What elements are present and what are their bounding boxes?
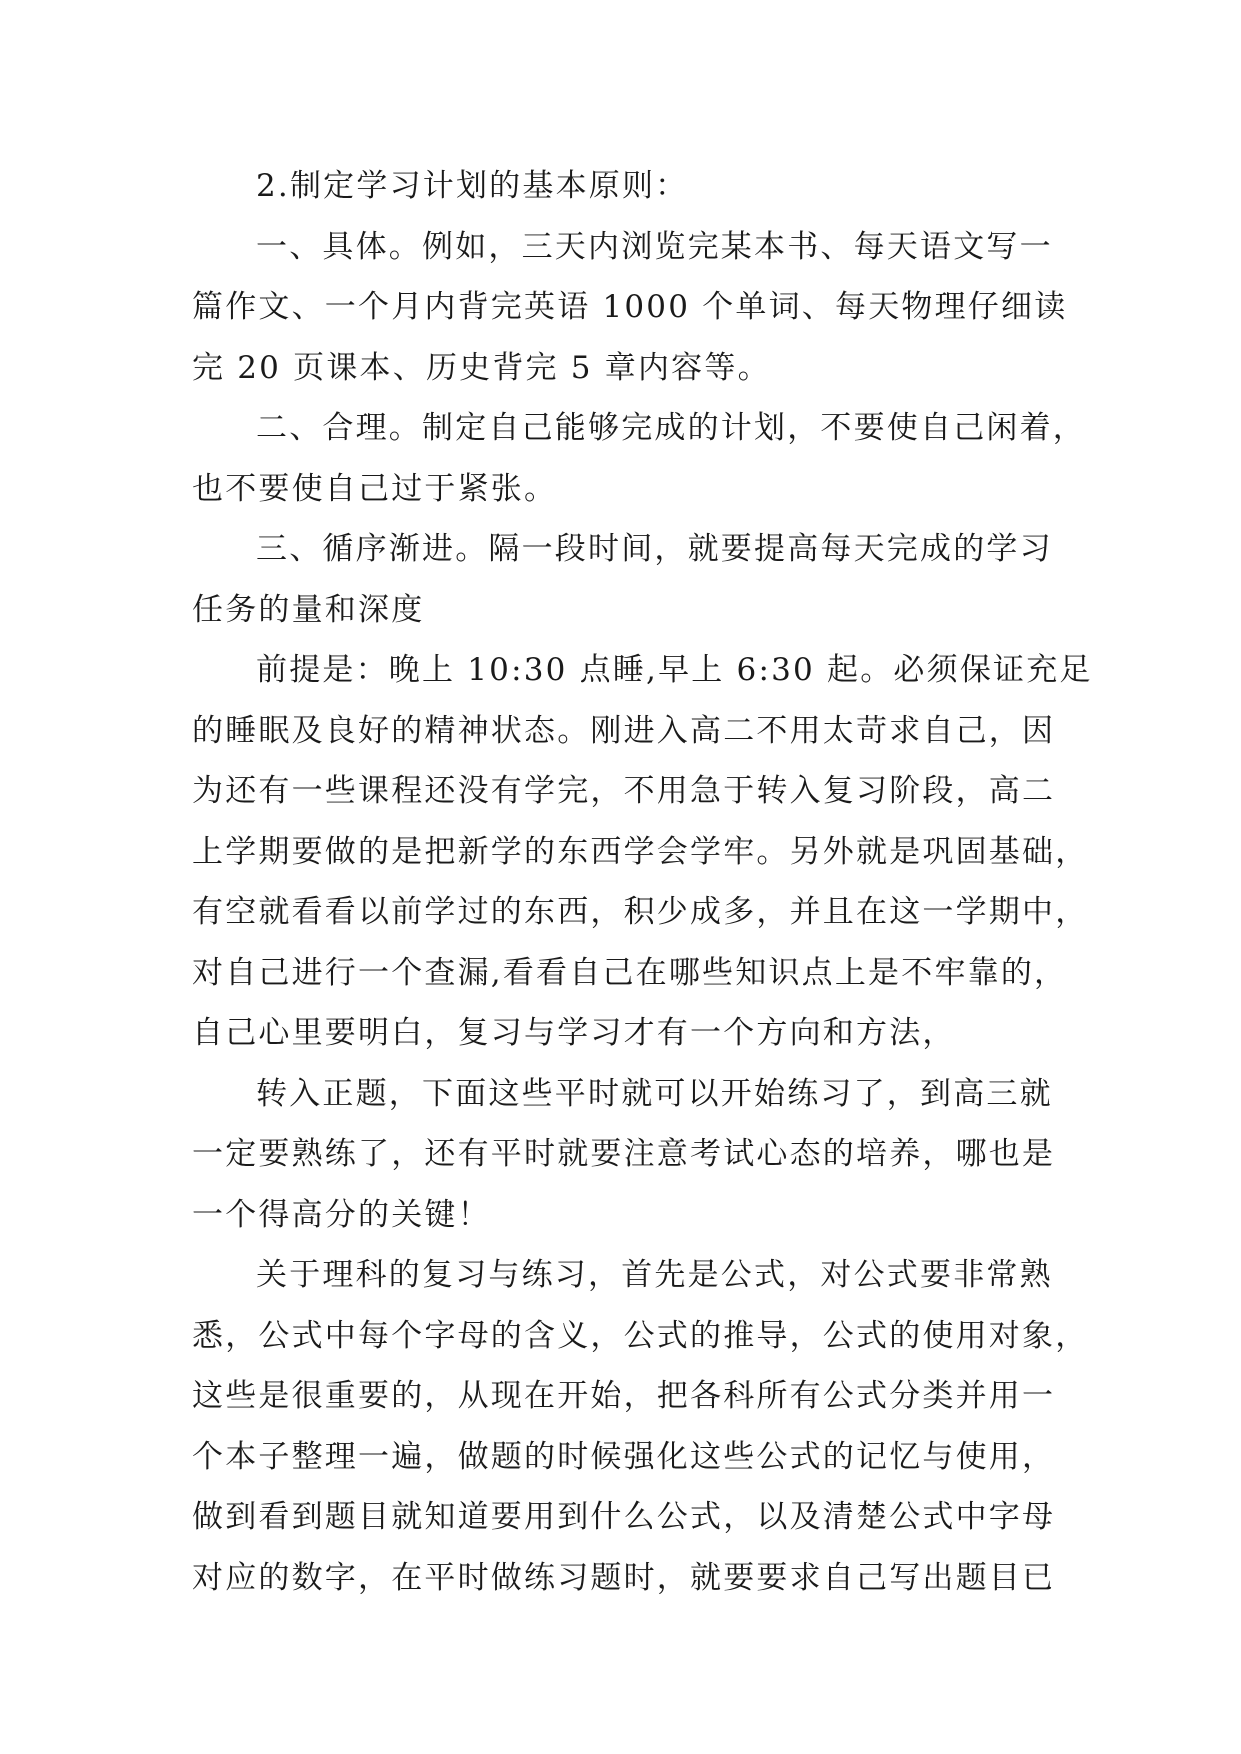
text-line: 悉，公式中每个字母的含义，公式的推导，公式的使用对象， [192, 1317, 1089, 1354]
text-line: 篇作文、一个月内背完英语 1000 个单词、每天物理仔细读 [192, 289, 1068, 325]
text-line: 前提是：晚上 10:30 点睡,早上 6:30 起。必须保证充足 [256, 652, 1093, 688]
text-line: 对应的数字，在平时做练习题时，就要要求自己写出题目已 [192, 1559, 1056, 1596]
text-line: 这些是很重要的，从现在开始，把各科所有公式分类并用一 [192, 1378, 1056, 1414]
text-line: 完 20 页课本、历史背完 5 章内容等。 [192, 349, 771, 386]
text-line: 2.制定学习计划的基本原则： [256, 168, 689, 204]
text-line: 二、合理。制定自己能够完成的计划，不要使自己闲着， [256, 410, 1086, 446]
text-line: 三、循序渐进。隔一段时间，就要提高每天完成的学习 [256, 531, 1053, 567]
text-line: 任务的量和深度 [192, 591, 425, 628]
text-line: 转入正题，下面这些平时就可以开始练习了，到高三就 [256, 1075, 1053, 1112]
text-line: 也不要使自己过于紧张。 [192, 470, 558, 507]
text-line: 为还有一些课程还没有学完，不用急于转入复习阶段，高二 [192, 773, 1056, 809]
text-line: 做到看到题目就知道要用到什么公式，以及清楚公式中字母 [192, 1499, 1056, 1535]
text-line: 的睡眠及良好的精神状态。刚进入高二不用太苛求自己，因 [192, 712, 1056, 749]
text-line: 一定要熟练了，还有平时就要注意考试心态的培养，哪也是 [192, 1136, 1056, 1172]
text-line: 关于理科的复习与练习，首先是公式，对公式要非常熟 [256, 1257, 1053, 1293]
text-line: 对自己进行一个查漏,看看自己在哪些知识点上是不牢靠的， [192, 954, 1068, 991]
text-line: 一个得高分的关键！ [192, 1196, 491, 1233]
text-line: 一、具体。例如，三天内浏览完某本书、每天语文写一 [256, 228, 1053, 265]
text-line: 自己心里要明白，复习与学习才有一个方向和方法， [192, 1015, 956, 1051]
text-line: 个本子整理一遍，做题的时候强化这些公式的记忆与使用， [192, 1438, 1056, 1475]
text-line: 有空就看看以前学过的东西，积少成多，并且在这一学期中， [192, 894, 1089, 930]
text-line: 上学期要做的是把新学的东西学会学牢。另外就是巩固基础， [192, 833, 1089, 870]
document-body [192, 156, 1093, 1608]
